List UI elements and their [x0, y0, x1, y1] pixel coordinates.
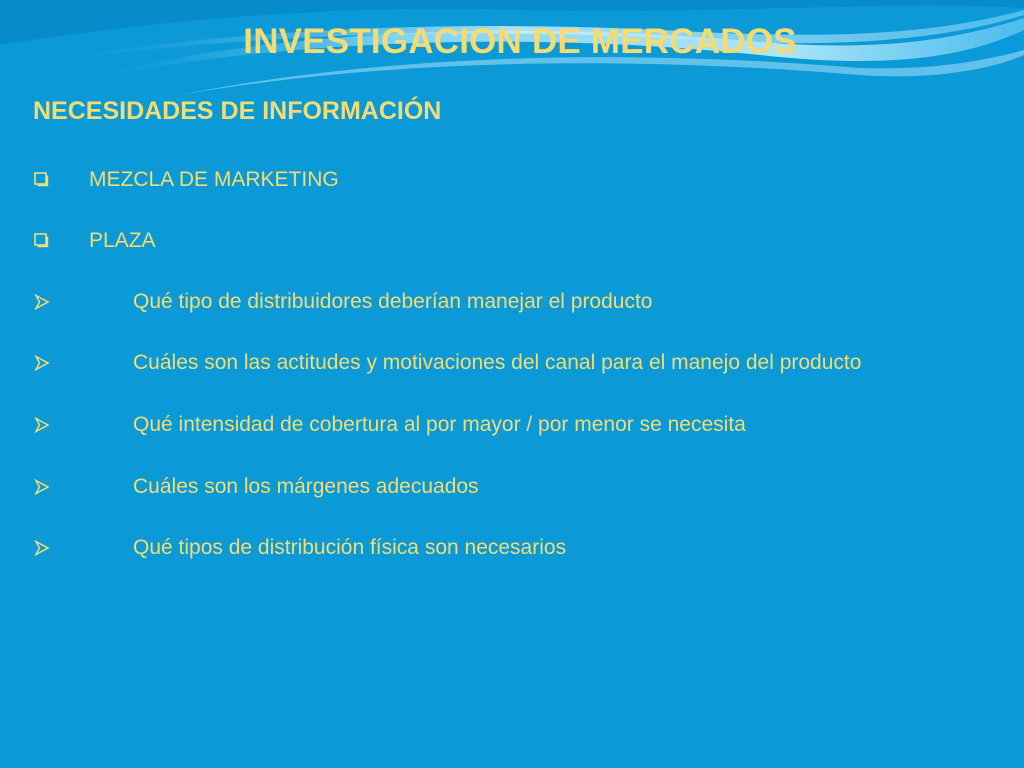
bullet-text: PLAZA — [89, 229, 156, 252]
bullet-text: Cuáles son los márgenes adecuados — [133, 475, 479, 498]
bullet-text: Qué tipos de distribución física son necesarios — [133, 536, 567, 559]
arrowhead-icon — [34, 479, 50, 495]
bullet-text: MEZCLA DE MARKETING — [89, 168, 339, 191]
bullet-text: Qué intensidad de cobertura al por mayor / por menor se necesita — [133, 413, 746, 436]
slide-subtitle: NECESIDADES DE INFORMACIÓN — [33, 97, 442, 125]
arrowhead-icon — [34, 540, 50, 556]
hollow-square-icon — [34, 172, 50, 188]
hollow-square-icon — [34, 233, 50, 249]
arrowhead-icon — [34, 294, 50, 310]
bullet-text: Cuáles son las actitudes y motivaciones del canal para el manejo del producto — [133, 351, 862, 374]
slide-title: INVESTIGACION DE MERCADOS — [243, 22, 797, 61]
bullet-text: Qué tipo de distribuidores deberían manejar el producto — [133, 290, 653, 313]
arrowhead-icon — [34, 417, 50, 433]
arrowhead-icon — [34, 355, 50, 371]
